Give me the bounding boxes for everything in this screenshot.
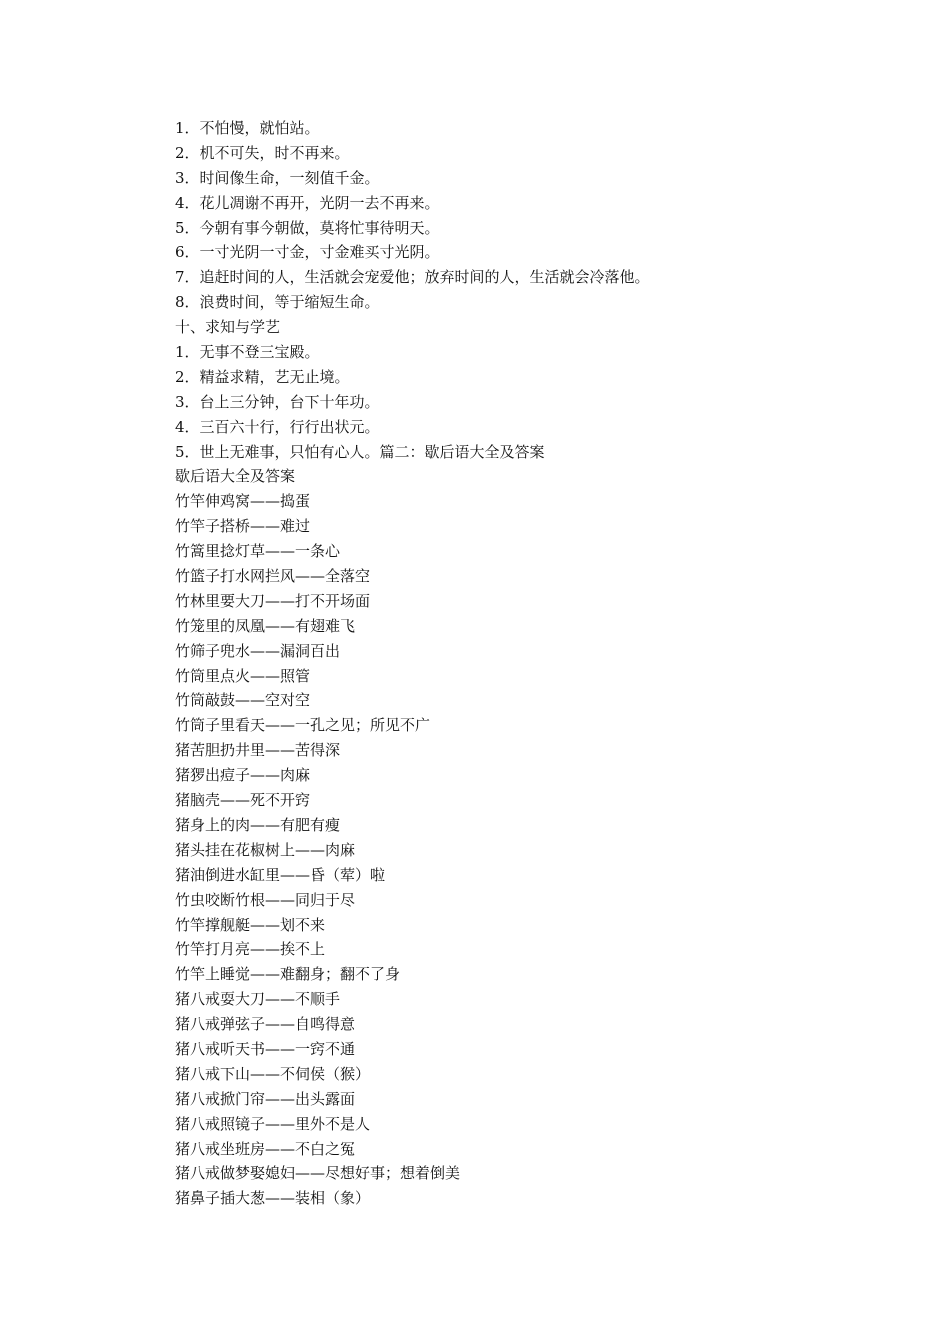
text-line: 8．浪费时间，等于缩短生命。 [175, 293, 380, 312]
text-line: 1．无事不登三宝殿。 [175, 343, 320, 362]
text-line: 4．三百六十行，行行出状元。 [175, 417, 380, 436]
text-line: 竹竿子搭桥——难过 [175, 517, 311, 536]
text-line: 竹筒子里看天——一孔之见；所见不广 [175, 716, 431, 735]
text-line: 竹篮子打水网拦风——全落空 [175, 567, 371, 586]
text-line: 竹筒敲鼓——空对空 [175, 691, 311, 710]
text-line: 竹虫咬断竹根——同归于尽 [175, 890, 356, 909]
text-line: 2．机不可失，时不再来。 [175, 143, 350, 162]
text-line: 6．一寸光阴一寸金，寸金难买寸光阴。 [175, 243, 440, 262]
text-line: 猪八戒下山——不伺侯（猴） [175, 1064, 371, 1083]
document-body [175, 116, 895, 1211]
text-line: 猪头挂在花椒树上——肉麻 [175, 840, 356, 859]
text-line: 猪八戒掀门帘——出头露面 [175, 1089, 356, 1108]
text-line: 竹竿伸鸡窝——捣蛋 [175, 492, 311, 511]
text-line: 3．时间像生命，一刻值千金。 [175, 168, 380, 187]
text-line: 1．不怕慢，就怕站。 [175, 119, 320, 137]
text-line: 猪苦胆扔井里——苦得深 [175, 741, 341, 760]
text-line: 猪八戒坐班房——不白之冤 [175, 1139, 356, 1158]
text-line: 猪鼻子插大葱——装相（象） [175, 1189, 371, 1208]
text-line: 猪八戒做梦娶媳妇——尽想好事；想着倒美 [175, 1164, 461, 1183]
text-line: 猪脑壳——死不开窍 [175, 791, 311, 810]
text-line: 竹林里要大刀——打不开场面 [175, 591, 371, 610]
text-line: 5．世上无难事，只怕有心人。篇二：歇后语大全及答案 [175, 442, 545, 461]
section-heading: 十、求知与学艺 [175, 318, 281, 337]
text-line: 猪八戒照镜子——里外不是人 [175, 1114, 371, 1133]
text-line: 竹篙里捻灯草——一条心 [175, 542, 341, 561]
text-line: 5．今朝有事今朝做，莫将忙事待明天。 [175, 218, 440, 237]
text-line: 猪身上的肉——有肥有瘦 [175, 815, 341, 834]
text-line: 竹竿撑舰艇——划不来 [175, 915, 326, 934]
text-line: 4．花儿凋谢不再开，光阴一去不再来。 [175, 193, 440, 212]
text-line: 竹笼里的凤凰——有翅难飞 [175, 616, 356, 635]
text-line: 猪油倒进水缸里——昏（荤）啦 [175, 865, 386, 884]
text-line: 猪八戒耍大刀——不顺手 [175, 990, 341, 1009]
text-line: 猪八戒听天书——一窍不通 [175, 1039, 356, 1058]
text-line: 猪八戒弹弦子——自鸣得意 [175, 1015, 356, 1034]
text-line: 3．台上三分钟，台下十年功。 [175, 392, 380, 411]
text-line: 竹竿打月亮——挨不上 [175, 940, 326, 959]
text-line: 竹筛子兜水——漏洞百出 [175, 641, 341, 660]
text-line: 2．精益求精，艺无止境。 [175, 367, 350, 386]
text-line: 猪猡出痘子——肉麻 [175, 766, 311, 785]
text-line: 竹竿上睡觉——难翻身；翻不了身 [175, 965, 401, 984]
text-line: 7．追赶时间的人，生活就会宠爱他；放弃时间的人，生活就会冷落他。 [175, 268, 650, 287]
section-heading: 歇后语大全及答案 [175, 467, 296, 486]
text-line: 竹筒里点火——照管 [175, 666, 311, 685]
